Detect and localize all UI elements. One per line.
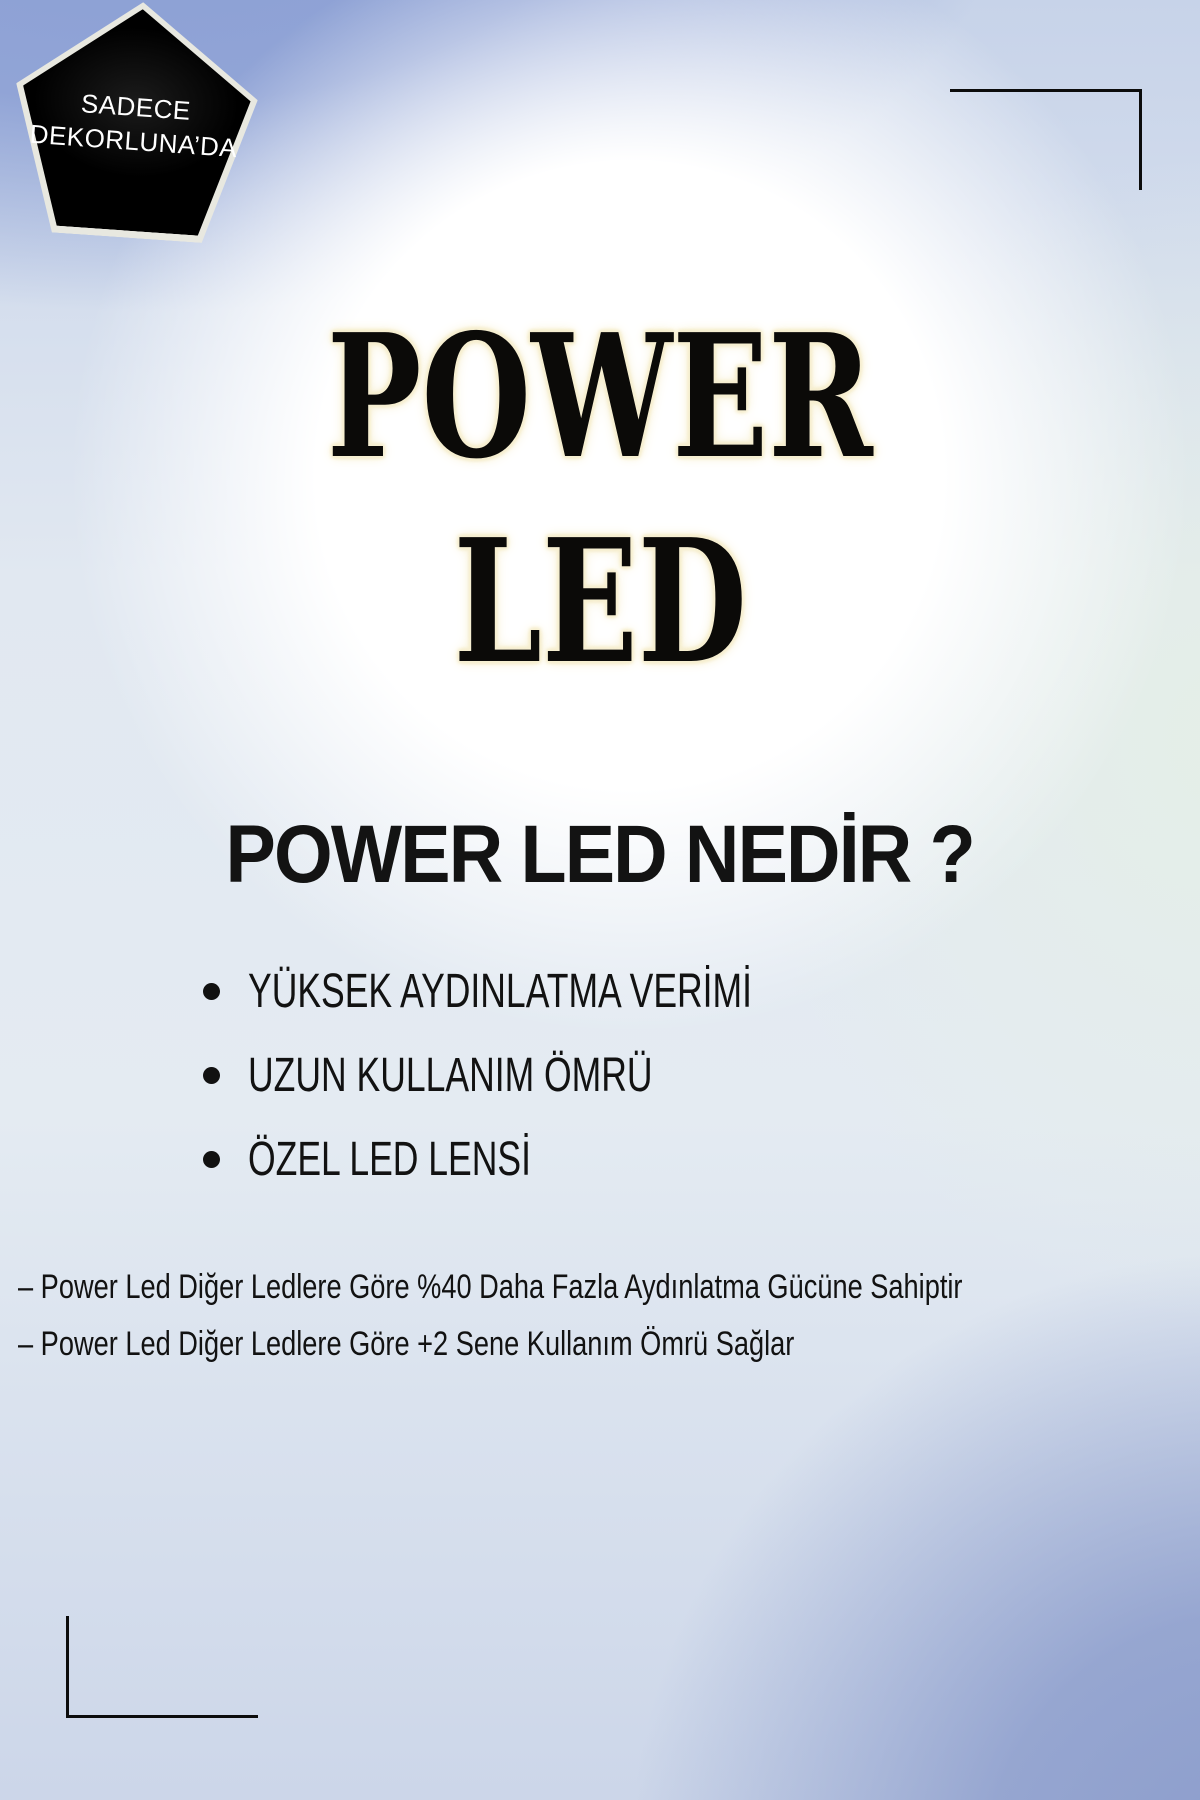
feature-text: YÜKSEK AYDINLATMA VERİMİ bbox=[248, 964, 752, 1018]
list-item bbox=[203, 1046, 929, 1104]
note-lines bbox=[18, 1268, 1199, 1382]
bullet-dot-icon bbox=[203, 983, 220, 1000]
feature-list bbox=[203, 962, 929, 1214]
badge-line-2: DEKORLUNA’DA bbox=[28, 118, 239, 164]
bullet-dot-icon bbox=[203, 1151, 220, 1168]
badge-line-1: SADECE bbox=[80, 88, 192, 126]
section-heading bbox=[0, 808, 1200, 902]
corner-bracket-bottom-left-icon bbox=[66, 1616, 258, 1718]
section-heading-text: POWER LED NEDİR ? bbox=[225, 809, 975, 900]
list-item bbox=[203, 1130, 929, 1188]
note-line-1: – Power Led Diğer Ledlere Göre %40 Daha Fazla Aydınlatma Gücüne Sahiptir bbox=[18, 1268, 963, 1306]
note-line-2: – Power Led Diğer Ledlere Göre +2 Sene Kullanım Ömrü Sağlar bbox=[18, 1325, 795, 1363]
hero-title bbox=[0, 295, 1200, 705]
bullet-dot-icon bbox=[203, 1067, 220, 1084]
list-item bbox=[203, 962, 929, 1020]
feature-text: UZUN KULLANIM ÖMRÜ bbox=[248, 1048, 653, 1102]
corner-bracket-top-right-icon bbox=[950, 89, 1142, 190]
hero-title-line-1: POWER bbox=[327, 297, 873, 497]
feature-text: ÖZEL LED LENSİ bbox=[248, 1132, 531, 1186]
hero-title-line-2: LED bbox=[453, 502, 747, 702]
brand-badge bbox=[6, 0, 264, 246]
